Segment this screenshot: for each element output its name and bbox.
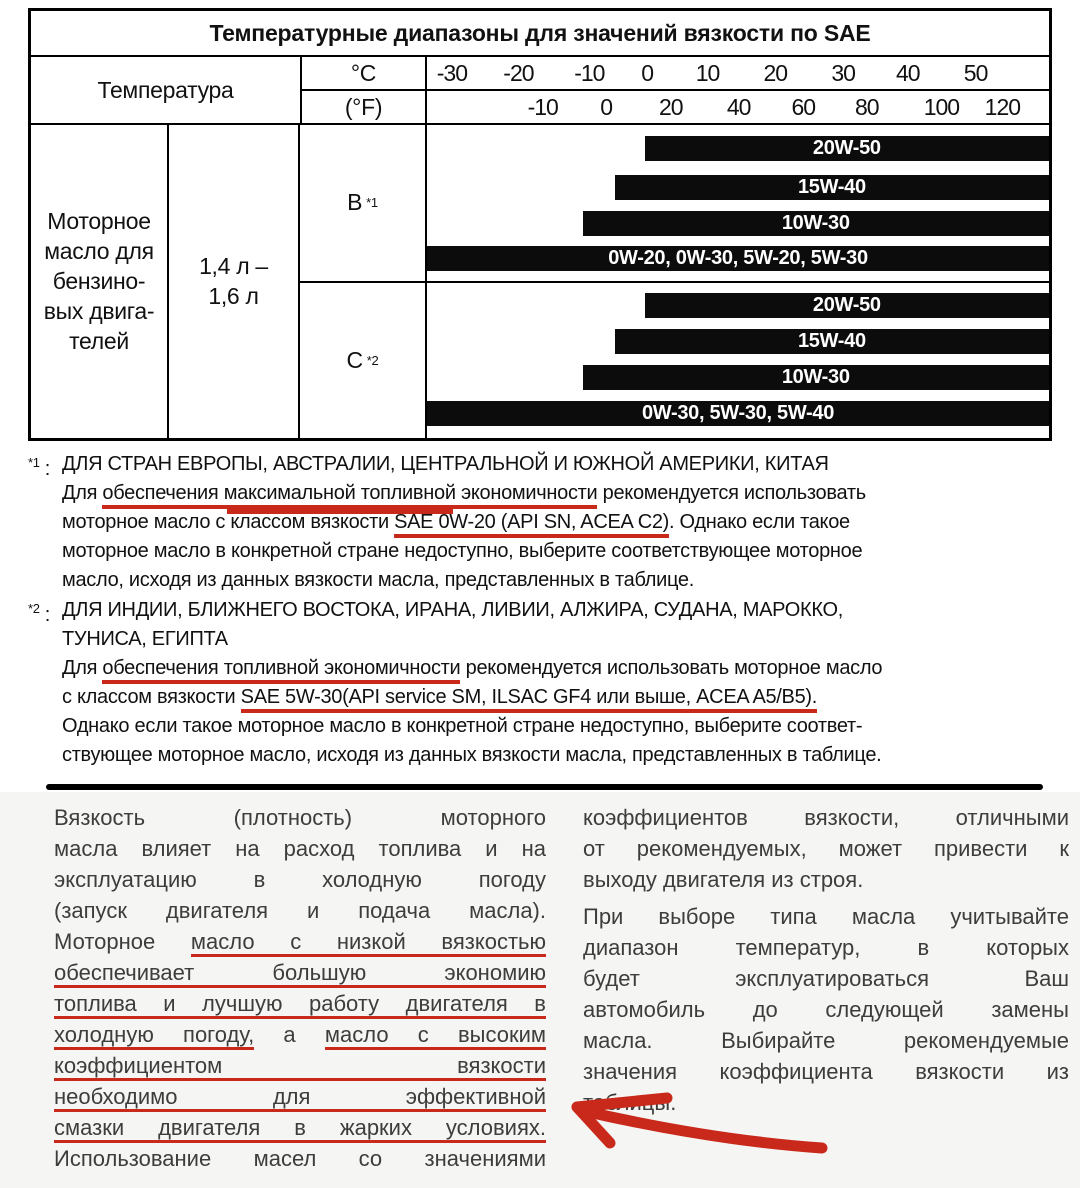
text-line <box>54 1112 546 1143</box>
section-divider-rule <box>46 784 1043 790</box>
text-line: масла влияет на расход топлива и на <box>54 836 546 861</box>
viscosity-bar <box>645 136 1049 161</box>
red-underline: SAE 0W-20 (API SN, ACEA C2) <box>394 511 669 538</box>
text-line: моторное масло в конкретной стране недоступно, выберите соответствующее моторное <box>62 540 863 562</box>
red-underline: экономичности <box>456 482 598 509</box>
text-line: от рекомендуемых, может привести к <box>583 836 1069 861</box>
tick-label: 30 <box>831 60 855 86</box>
red-underline: топлива и лучшую работу двигателя в <box>54 991 546 1019</box>
text-line: значения коэффициента вязкости из <box>583 1059 1069 1084</box>
celsius-unit-label: °C <box>302 57 427 91</box>
viscosity-bar-label: 20W-50 <box>812 294 881 316</box>
viscosity-bar-label: 15W-40 <box>797 176 866 198</box>
text-line: таблицы. <box>583 1090 677 1115</box>
viscosity-bar <box>583 365 1050 390</box>
text-line <box>54 957 546 988</box>
tick-label: -10 <box>574 60 605 86</box>
section-b-cell <box>300 123 427 283</box>
viscosity-bar-label: 15W-40 <box>797 330 866 352</box>
text-line: вых двига- <box>43 297 155 324</box>
section-c-footnote-ref: *2 <box>366 353 379 368</box>
tick-label: 60 <box>791 94 816 120</box>
viscosity-bar-label: 10W-30 <box>781 212 850 234</box>
tick-label: 20 <box>659 94 683 120</box>
section-c-label: C <box>346 347 363 373</box>
viscosity-bar <box>427 246 1049 271</box>
tick-label: 40 <box>726 94 751 120</box>
celsius-scale <box>427 57 1049 91</box>
text-line: Использование масел со значениями <box>54 1146 546 1171</box>
engine-capacity-cell <box>169 123 300 438</box>
footnote-1-marker: $^{*1}$ : <box>28 455 50 480</box>
red-underline: SAE 5W-30(API service SM, ILSAC GF4 или выше, ACEA A5/B5). <box>241 686 817 713</box>
tick-label: -30 <box>436 60 467 86</box>
viscosity-bar <box>583 211 1050 236</box>
text-line: ДЛЯ СТРАН ЕВРОПЫ, АВСТРАЛИИ, ЦЕНТРАЛЬНОЙ И ЮЖНОЙ АМЕРИКИ, КИТАЯ <box>62 453 829 475</box>
tick-label: 0 <box>641 60 654 86</box>
text-line: Моторное масло с низкой вязкостью <box>54 926 546 957</box>
viscosity-chart-section-b <box>427 123 1049 283</box>
red-arrow-annotation <box>536 1085 846 1165</box>
tick-label: -20 <box>503 60 534 86</box>
viscosity-bar <box>615 175 1049 200</box>
tick-label: 10 <box>695 60 720 86</box>
viscosity-chart-section-c <box>427 283 1049 438</box>
text-line: будет эксплуатироваться Ваш <box>583 966 1069 991</box>
tick-label: -10 <box>527 94 558 120</box>
text-line: с классом вязкости SAE 5W-30(API service SM, ILSAC GF4 или выше, ACEA A5/B5). <box>62 683 1058 712</box>
text-line: ДЛЯ ИНДИИ, БЛИЖНЕГО ВОСТОКА, ИРАНА, ЛИВИИ, АЛЖИРА, СУДАНА, МАРОККО, <box>62 599 844 621</box>
text-line: ствующее моторное масло, исходя из данных вязкости масла, представленных в таблице. <box>62 744 882 766</box>
temperature-label: Температура <box>31 57 302 123</box>
sae-viscosity-table <box>28 8 1052 441</box>
red-underline: масло с низкой вязкостью <box>191 929 546 957</box>
oil-type-cell <box>31 123 169 438</box>
red-underline: необходимо для эффективной <box>54 1084 546 1112</box>
footnote-2-marker: $^{*2}$ : <box>28 601 50 626</box>
text-line: Моторное <box>47 207 151 234</box>
viscosity-bar <box>427 401 1049 426</box>
text-line: ТУНИСА, ЕГИПТА <box>62 628 228 650</box>
tick-label: 40 <box>896 60 920 86</box>
text-line: масло для <box>44 237 154 264</box>
viscosity-bar <box>645 293 1049 318</box>
red-underline: обеспечивает большую экономию <box>54 960 546 988</box>
red-underline: обеспечения топливной экономичности <box>102 657 460 684</box>
text-line: телей <box>69 327 129 354</box>
red-underline: обеспечения <box>102 482 223 509</box>
text-line: 1,6 л <box>208 282 259 309</box>
text-line: диапазон температур, в которых <box>583 935 1069 960</box>
bottom-left-column <box>54 802 546 1174</box>
viscosity-bar-label: 0W-20, 0W-30, 5W-20, 5W-30 <box>608 247 868 269</box>
text-line: коэффициентов вязкости, отличными <box>583 805 1069 830</box>
footnote-1 <box>28 450 1058 595</box>
red-underline: коэффициентом вязкости <box>54 1053 546 1081</box>
text-line: бензино- <box>52 267 146 294</box>
fahrenheit-unit-label: (°F) <box>302 91 427 123</box>
red-underline: холодную погоду, <box>54 1022 254 1050</box>
viscosity-bar <box>615 329 1049 354</box>
footnote-2 <box>28 596 1058 770</box>
text-line: 1,4 л – <box>199 252 268 279</box>
section-b-label: B <box>347 188 363 215</box>
text-line: (запуск двигателя и подача масла). <box>54 898 546 923</box>
text-line: выходу двигателя из строя. <box>583 867 864 892</box>
viscosity-bar-label: 10W-30 <box>781 366 850 388</box>
text-line <box>54 988 546 1019</box>
text-line: При выборе типа масла учитывайте <box>583 904 1069 929</box>
tick-label: 20 <box>763 60 788 86</box>
text-line: моторное масло с классом вязкости SAE 0W-20 (API SN, ACEA C2). Однако если такое <box>62 508 1058 537</box>
section-c-cell <box>300 283 427 438</box>
red-underline: смазки двигателя в жарких условиях. <box>54 1115 546 1143</box>
bottom-right-column <box>583 802 1069 1118</box>
viscosity-bar-label: 20W-50 <box>812 137 881 159</box>
tick-label: 80 <box>854 94 879 120</box>
red-underline: максимальной топливной <box>224 482 456 509</box>
text-line <box>54 1081 546 1112</box>
text-line: эксплуатацию в холодную погоду <box>54 867 546 892</box>
red-underline: масло с высоким <box>325 1022 546 1050</box>
text-line: масло, исходя из данных вязкости масла, представленных в таблице. <box>62 569 694 591</box>
text-line: холодную погоду, а масло с высоким <box>54 1019 546 1050</box>
tick-label: 100 <box>923 94 960 120</box>
tick-label: 120 <box>984 94 1021 120</box>
tick-label: 50 <box>963 60 988 86</box>
text-line: масла. Выбирайте рекомендуемые <box>583 1028 1069 1053</box>
section-b-footnote-ref: *1 <box>366 194 378 210</box>
text-line: Однако если такое моторное масло в конкретной стране недоступно, выберите соответ- <box>62 715 863 737</box>
tick-label: 0 <box>600 94 613 120</box>
text-line <box>54 1050 546 1081</box>
fahrenheit-scale <box>427 91 1049 123</box>
text-line: автомобиль до следующей замены <box>583 997 1069 1022</box>
text-line: Вязкость (плотность) моторного <box>54 805 546 830</box>
text-line: Для обеспечения топливной экономичности рекомендуется использовать моторное масло <box>62 654 1058 683</box>
viscosity-bar-label: 0W-30, 5W-30, 5W-40 <box>641 402 835 424</box>
table-title: Температурные диапазоны для значений вязкости по SAE <box>31 11 1049 57</box>
text-line: Для обеспечения максимальной топливной экономичности рекомендуется использовать <box>62 479 1058 508</box>
